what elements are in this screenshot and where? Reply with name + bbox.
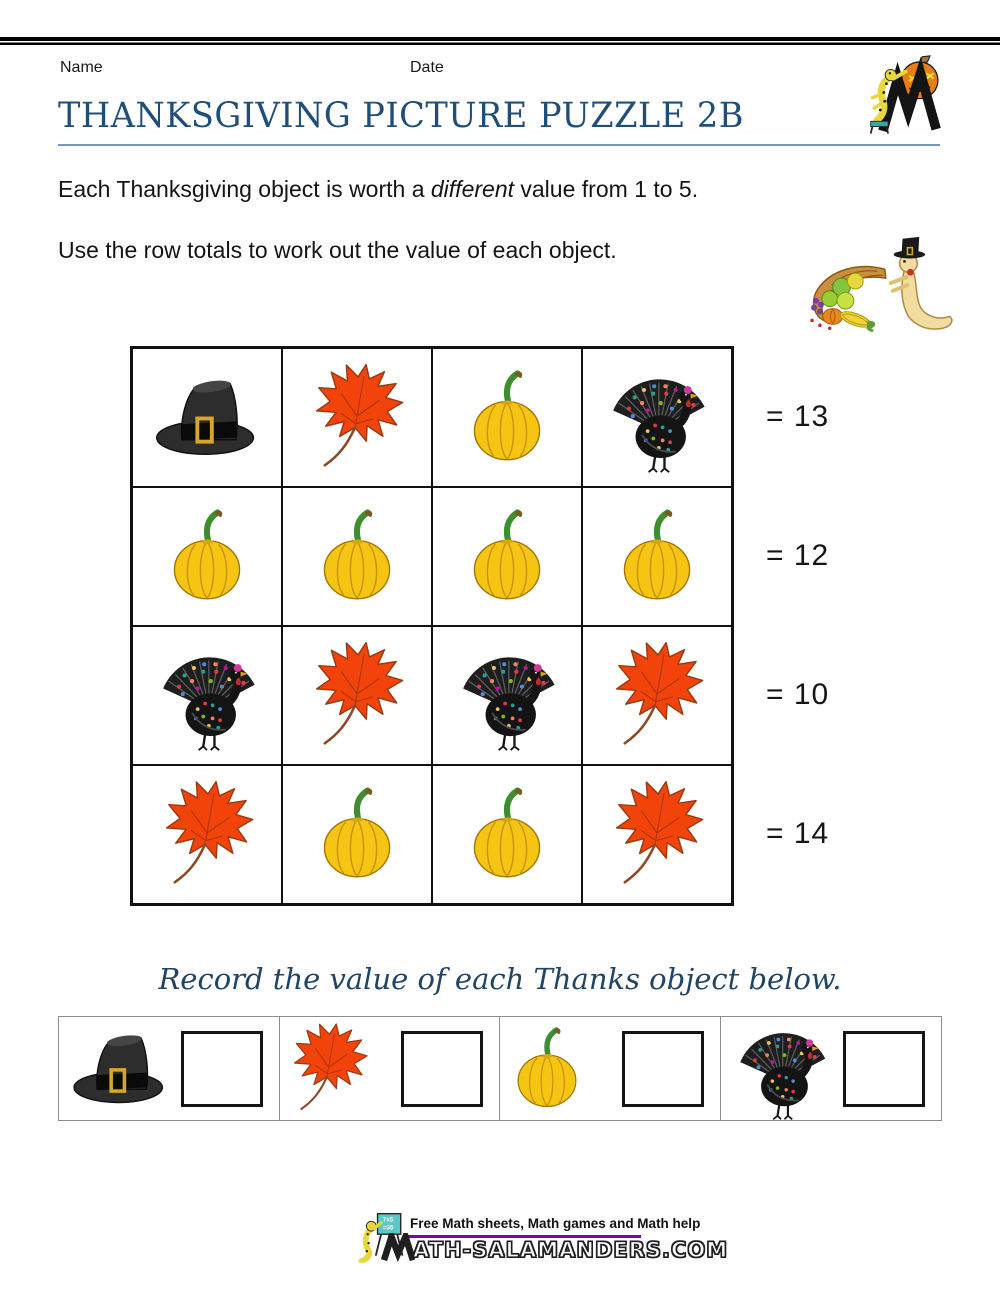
pumpkin-icon bbox=[163, 508, 251, 605]
footer-site-logo bbox=[381, 1233, 728, 1262]
row-total: = 12 bbox=[766, 539, 830, 572]
grid-cell bbox=[583, 766, 731, 903]
turkey-icon bbox=[729, 1017, 833, 1121]
puzzle-grid bbox=[130, 346, 734, 906]
grid-cell bbox=[283, 766, 431, 903]
pumpkin-icon bbox=[613, 508, 701, 605]
grid-cell bbox=[133, 766, 281, 903]
footer-tagline: Free Math sheets, Math games and Math help bbox=[410, 1216, 701, 1231]
turkey-icon bbox=[601, 362, 713, 474]
grid-cell bbox=[583, 488, 731, 625]
grid-cell bbox=[433, 766, 581, 903]
title-underline bbox=[58, 144, 940, 146]
maple-leaf-icon bbox=[609, 638, 706, 754]
grid-cell bbox=[583, 627, 731, 764]
pumpkin-icon bbox=[313, 508, 401, 605]
maple-leaf-icon bbox=[288, 1020, 370, 1118]
row-total: = 14 bbox=[766, 817, 830, 850]
row-total: = 10 bbox=[766, 678, 830, 711]
answer-row bbox=[58, 1016, 942, 1121]
grid-cell bbox=[133, 627, 281, 764]
pumpkin-icon bbox=[463, 369, 551, 466]
date-label: Date bbox=[410, 59, 444, 76]
grid-cell bbox=[283, 488, 431, 625]
footer-board-line1: 7x5 bbox=[382, 1216, 394, 1224]
pilgrim-hat-icon bbox=[67, 1029, 173, 1109]
footer-m-icon bbox=[381, 1233, 415, 1262]
grid-cell bbox=[433, 488, 581, 625]
answer-box[interactable] bbox=[622, 1031, 704, 1107]
grid-cell bbox=[433, 627, 581, 764]
instruction-line-1: Each Thanksgiving object is worth a different value from 1 to 5. bbox=[58, 176, 699, 202]
answer-cell bbox=[500, 1017, 721, 1121]
grid-cell bbox=[283, 627, 431, 764]
turkey-icon bbox=[151, 640, 263, 752]
top-rule bbox=[0, 37, 1000, 45]
pumpkin-icon bbox=[508, 1026, 586, 1112]
cornucopia-salamander-icon bbox=[786, 226, 962, 344]
grid-cell bbox=[433, 349, 581, 486]
maple-leaf-icon bbox=[309, 360, 406, 476]
pilgrim-hat-icon bbox=[149, 374, 265, 461]
grid-cell bbox=[583, 349, 731, 486]
row-total: = 13 bbox=[766, 400, 830, 433]
grid-cell bbox=[133, 488, 281, 625]
answer-cell bbox=[721, 1017, 942, 1121]
answer-cell bbox=[280, 1017, 501, 1121]
turkey-icon bbox=[451, 640, 563, 752]
name-label: Name bbox=[60, 59, 103, 76]
maple-leaf-icon bbox=[309, 638, 406, 754]
record-heading: Record the value of each Thanks object below. bbox=[158, 962, 842, 996]
pumpkin-icon bbox=[313, 786, 401, 883]
answer-cell bbox=[59, 1017, 280, 1121]
page-title: THANKSGIVING PICTURE PUZZLE 2B bbox=[58, 96, 744, 136]
math-salamanders-logo-icon bbox=[855, 50, 951, 142]
answer-box[interactable] bbox=[401, 1031, 483, 1107]
instruction-line-2: Use the row totals to work out the value of each object. bbox=[58, 237, 617, 263]
answer-box[interactable] bbox=[843, 1031, 925, 1107]
footer-site-text: ATH-SALAMANDERS.COM bbox=[413, 1238, 729, 1262]
pumpkin-icon bbox=[463, 786, 551, 883]
maple-leaf-icon bbox=[609, 777, 706, 893]
pumpkin-icon bbox=[463, 508, 551, 605]
footer-board-line2: =35 bbox=[382, 1224, 394, 1232]
maple-leaf-icon bbox=[159, 777, 256, 893]
answer-box[interactable] bbox=[181, 1031, 263, 1107]
grid-cell bbox=[133, 349, 281, 486]
grid-cell bbox=[283, 349, 431, 486]
